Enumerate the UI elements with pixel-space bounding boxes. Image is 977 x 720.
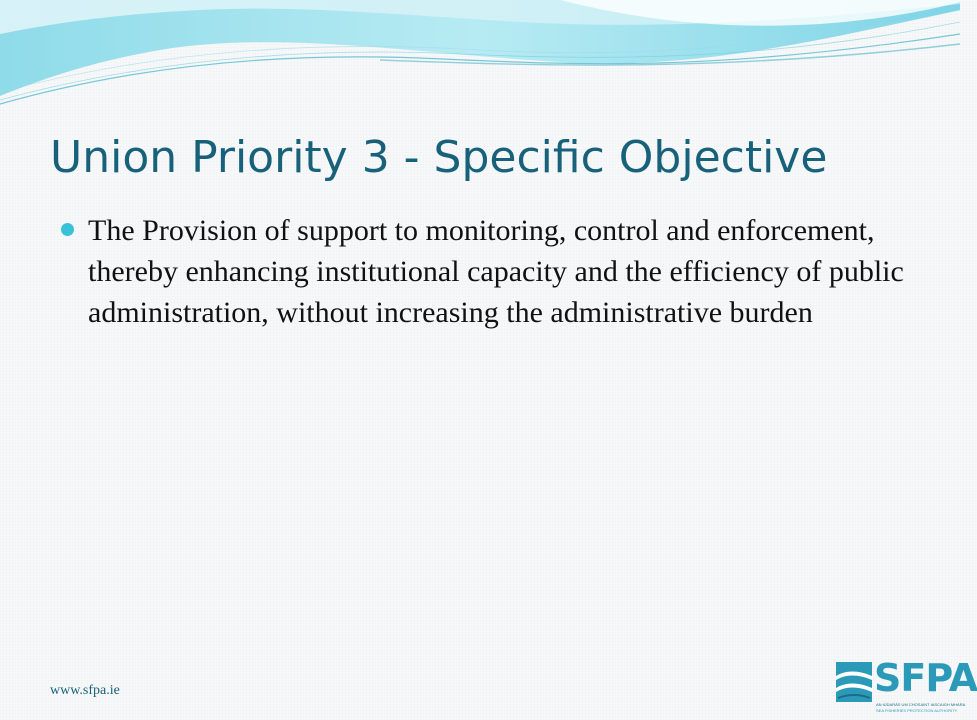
logo-irish-name: AN tÚDARÁS UM CHOSAINT IASCAIGH MHARA <box>876 702 966 707</box>
sfpa-logo <box>834 656 977 720</box>
logo-english-name: SEA FISHERIES PROTECTION AUTHORITY <box>876 708 958 713</box>
bullet-list <box>58 210 918 333</box>
bullet-dot-icon <box>61 223 74 236</box>
logo-wordmark: SFPA <box>874 656 977 700</box>
fish-wave-logo-icon <box>834 660 874 704</box>
slide-title: Union Priority 3 - Specific Objective <box>50 132 828 183</box>
footer-url: www.sfpa.ie <box>50 683 120 698</box>
bullet-item <box>58 210 918 333</box>
bullet-text: The Provision of support to monitoring, control and enforcement, thereby enhancing institutional capacity and the efficiency of public administration, without increasing the administrative burden <box>88 214 904 329</box>
header-wave-decoration <box>0 0 960 120</box>
